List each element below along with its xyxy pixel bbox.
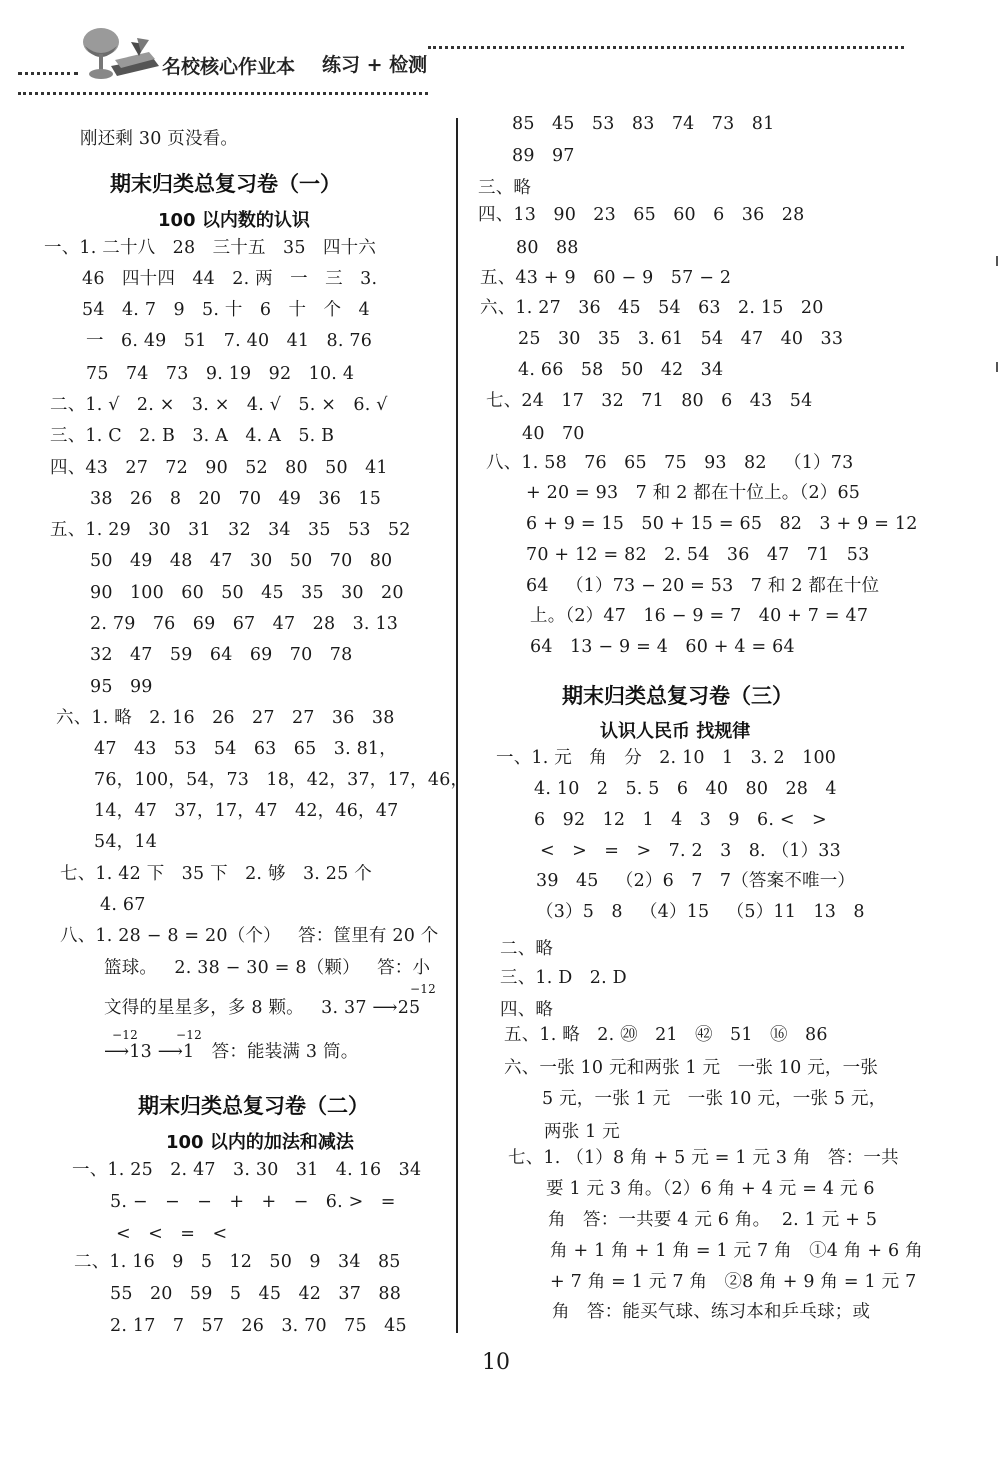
arrow-label: −12 — [410, 982, 436, 996]
answer-line: 38 26 8 20 70 49 36 15 — [90, 489, 382, 509]
answer-line: 文得的星星多，多 8 颗。 3. 37 ⟶25 — [104, 998, 421, 1018]
answer-line: 四、43 27 72 90 52 80 50 41 — [50, 458, 388, 478]
page-header — [0, 0, 1004, 110]
section3-title: 期末归类总复习卷（三） — [562, 684, 793, 708]
answer-line: 七、24 17 32 71 80 6 43 54 — [486, 391, 813, 411]
answer-line: + 20 = 93 7 和 2 都在十位上。（2）65 — [526, 483, 861, 503]
answer-line: 七、1. （1）8 角 + 5 元 = 1 元 3 角 答：一共 — [508, 1148, 899, 1168]
header-title: 名校核心作业本 — [162, 56, 296, 78]
answer-line: ⟶13 ⟶1 答：能装满 3 筒。 — [104, 1042, 359, 1062]
answer-line: 5. − − − + + − 6. > = — [110, 1192, 396, 1212]
section1-title: 期末归类总复习卷（一） — [110, 172, 341, 196]
answer-line: 两张 1 元 — [544, 1122, 620, 1142]
answer-line: 一、1. 二十八 28 三十五 35 四十六 — [44, 238, 377, 258]
answer-line: 54 4. 7 9 5. 十 6 十 个 4 — [82, 300, 370, 320]
answer-line: 六、一张 10 元和两张 1 元 一张 10 元，一张 — [504, 1058, 879, 1078]
answer-line: 4. 66 58 50 42 34 — [518, 360, 724, 380]
answer-line: 64 13 − 9 = 4 60 + 4 = 64 — [530, 637, 795, 657]
answer-line: 上。（2）47 16 − 9 = 7 40 + 7 = 47 — [530, 606, 869, 626]
answer-line: 46 四十四 44 2. 两 一 三 3. — [82, 269, 378, 289]
answer-line: 54，14 — [94, 832, 158, 852]
answer-line: 角 答：能买气球、练习本和乒乓球；或 — [552, 1302, 871, 1322]
answer-line: 55 20 59 5 45 42 37 88 — [110, 1284, 402, 1304]
column-divider — [456, 118, 458, 1333]
answer-line: 二、1. 16 9 5 12 50 9 34 85 — [74, 1252, 401, 1272]
answer-line: 80 88 — [516, 238, 579, 258]
answer-line: 五、1. 略 2. ⑳ 21 ㊷ 51 ⑯ 86 — [504, 1025, 828, 1045]
answer-line: 75 74 73 9. 19 92 10. 4 — [86, 364, 355, 384]
answer-line: 70 + 12 = 82 2. 54 36 47 71 53 — [526, 545, 870, 565]
answer-line: 四、13 90 23 65 60 6 36 28 — [478, 205, 805, 225]
answer-line: 五、43 + 9 60 − 9 57 − 2 — [480, 268, 732, 288]
lamp-books-icon — [75, 22, 165, 84]
answer-line: 四、略 — [500, 1000, 554, 1020]
answer-line: 5 元，一张 1 元 一张 10 元，一张 5 元， — [542, 1089, 887, 1109]
answer-line: < < = < — [116, 1224, 228, 1244]
header-dotted-rule-right — [428, 46, 904, 49]
header-dotted-rule-top — [18, 72, 78, 75]
edge-mark — [996, 362, 998, 372]
answer-line: 14，47 37，17，47 42，46，47 — [94, 801, 399, 821]
answer-line: （3）5 8 （4）15 （5）11 13 8 — [536, 902, 865, 922]
answer-line: < > = > 7. 2 3 8. （1）33 — [540, 841, 841, 861]
answer-line: 三、1. D 2. D — [500, 968, 627, 988]
section2-subtitle: 100 以内的加法和减法 — [166, 1132, 354, 1153]
header-dotted-rule-bottom — [18, 92, 428, 95]
answer-line: 89 97 — [512, 146, 575, 166]
answer-line: 一 6. 49 51 7. 40 41 8. 76 — [86, 331, 373, 351]
answer-line: 五、1. 29 30 31 32 34 35 53 52 — [50, 520, 411, 540]
answer-line: 39 45 （2）6 7 7（答案不唯一） — [536, 871, 856, 891]
section3-subtitle: 认识人民币 找规律 — [600, 721, 751, 742]
answer-line: 篮球。 2. 38 − 30 = 8（颗） 答：小 — [104, 958, 431, 978]
answer-line: 2. 17 7 57 26 3. 70 75 45 — [110, 1316, 407, 1336]
answer-line: 三、略 — [478, 178, 532, 198]
answer-line: 六、1. 略 2. 16 26 27 27 36 38 — [56, 708, 395, 728]
edge-mark — [996, 256, 998, 266]
section2-title: 期末归类总复习卷（二） — [138, 1094, 369, 1118]
answer-line: 4. 67 — [100, 895, 146, 915]
arrow-label: −12 — [112, 1028, 138, 1042]
answer-line: 6 92 12 1 4 3 9 6. < > — [534, 810, 827, 830]
answer-line: 三、1. C 2. B 3. A 4. A 5. B — [50, 426, 335, 446]
arrow-label: −12 — [176, 1028, 202, 1042]
answer-line: 76，100，54，73 18，42，37，17，46， — [94, 770, 469, 790]
answer-line: 95 99 — [90, 677, 153, 697]
answer-line: 要 1 元 3 角。（2）6 角 + 4 元 = 4 元 6 — [546, 1179, 875, 1199]
answer-line: 4. 10 2 5. 5 6 40 80 28 4 — [534, 779, 837, 799]
section1-subtitle: 100 以内数的认识 — [158, 210, 310, 231]
answer-line: 90 100 60 50 45 35 30 20 — [90, 583, 404, 603]
answer-line: 角 + 1 角 + 1 角 = 1 元 7 角 ①4 角 + 6 角 — [550, 1241, 923, 1261]
header-subtitle: 练习 + 检测 — [322, 54, 428, 76]
answer-line: 47 43 53 54 63 65 3. 81， — [94, 739, 397, 759]
answer-line: 85 45 53 83 74 73 81 — [512, 114, 775, 134]
page-number: 10 — [482, 1350, 510, 1375]
answer-line: 七、1. 42 下 35 下 2. 够 3. 25 个 — [60, 864, 372, 884]
answer-line: 六、1. 27 36 45 54 63 2. 15 20 — [480, 298, 824, 318]
answer-line: 25 30 35 3. 61 54 47 40 33 — [518, 329, 844, 349]
answer-line: 一、1. 25 2. 47 3. 30 31 4. 16 34 — [72, 1160, 422, 1180]
answer-line: 八、1. 58 76 65 75 93 82 （1）73 — [486, 453, 854, 473]
answer-line: 64 （1）73 − 20 = 53 7 和 2 都在十位 — [526, 576, 880, 596]
answer-line: 八、1. 28 − 8 = 20（个） 答：筐里有 20 个 — [60, 926, 439, 946]
answer-line: 二、略 — [500, 939, 554, 959]
answer-line: + 7 角 = 1 元 7 角 ②8 角 + 9 角 = 1 元 7 — [550, 1272, 917, 1292]
answer-line: 40 70 — [522, 424, 585, 444]
answer-line: 50 49 48 47 30 50 70 80 — [90, 551, 393, 571]
answer-line: 6 + 9 = 15 50 + 15 = 65 82 3 + 9 = 12 — [526, 514, 918, 534]
answer-line: 一、1. 元 角 分 2. 10 1 3. 2 100 — [496, 748, 837, 768]
answer-line: 角 答：一共要 4 元 6 角。 2. 1 元 + 5 — [548, 1210, 878, 1230]
answer-line: 32 47 59 64 69 70 78 — [90, 645, 353, 665]
answer-line: 二、1. √ 2. × 3. × 4. √ 5. × 6. √ — [50, 395, 388, 415]
left-intro-line: 刚还剩 30 页没看。 — [80, 129, 239, 149]
answer-line: 2. 79 76 69 67 47 28 3. 13 — [90, 614, 399, 634]
